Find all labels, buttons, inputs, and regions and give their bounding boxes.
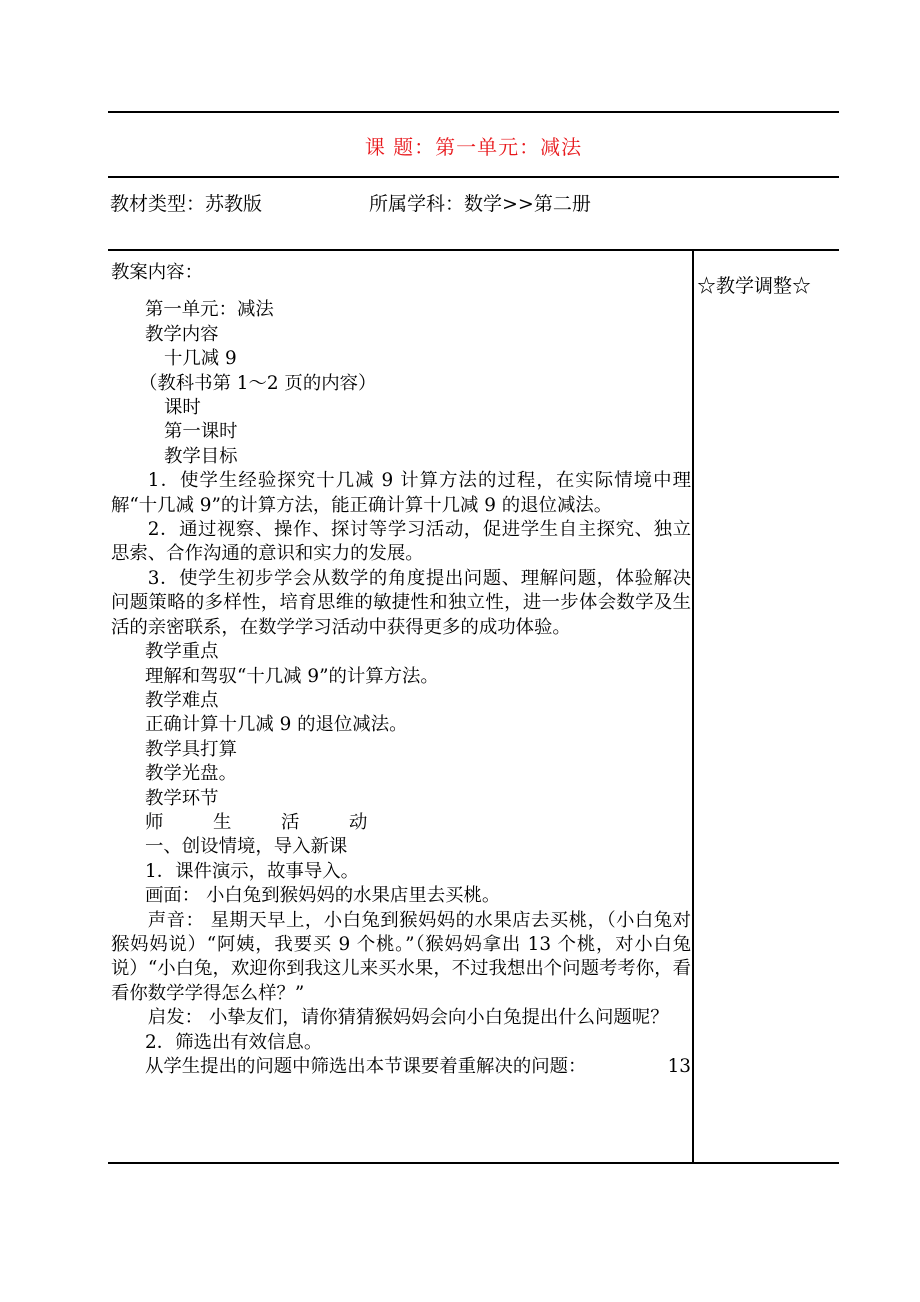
column-divider [692,249,694,1163]
role-action: 动 [349,811,368,833]
material-type: 教材类型：苏教版 [110,193,263,215]
difficulty: 正确计算十几减 9 的退位减法。 [145,714,408,736]
unit-name: 第一单元：减法 [145,299,274,321]
step-1: 1．课件演示，故事导入。 [145,860,359,882]
scene-description: 画面： 小白兔到猴妈妈的水果店里去买桃。 [145,885,501,907]
subject: 所属学科：数学>>第二册 [369,193,591,215]
teaching-adjustment-label: ☆教学调整☆ [697,275,812,297]
tools-label: 教学具打算 [145,738,237,760]
goal-3: 3．使学生初步学会从数学的角度提出问题、理解问题，体验解决问题策略的多样性，培育思维的敏捷性和独立性，进一步体会数学及生活的亲密联系，在数学学习活动中获得更多的成功体验。 [111,567,691,638]
lesson-plan-content [111,261,691,1079]
role-student: 生 [213,811,232,833]
goal-2: 2．通过视察、操作、探讨等学习活动，促进学生自主探究、独立思索、合作沟通的意识和实力的发展。 [111,519,691,565]
top-rule [108,111,839,113]
goal-1: 1．使学生经验探究十几减 9 计算方法的过程，在实际情境中理解“十几减 9”的计算方法，能正确计算十几减 9 的退位减法。 [111,470,691,516]
step-2: 2．筛选出有效信息。 [145,1031,323,1053]
lesson-title: 课 题：第一单元：减法 [364,135,583,159]
voice-script: 声音： 星期天早上，小白兔到猴妈妈的水果店去买桃，（小白兔对猴妈妈说）“阿姨，我要买 9 个桃。”（猴妈妈拿出 13 个桃，对小白兔说）“小白兔，欢迎你到我这儿来买水果，不过我想出个问题考考你，看看你数学学得怎么样？” [111,909,691,1004]
role-activity: 活 [281,811,300,833]
key-point-label: 教学重点 [145,641,219,663]
goals-label: 教学目标 [164,445,238,467]
table-top-rule [108,249,839,251]
filter-line [111,1055,691,1079]
lesson-topic: 十几减 9 [164,348,237,370]
process-label: 教学环节 [145,787,219,809]
difficulty-label: 教学难点 [145,689,219,711]
title-rule [108,176,839,178]
filter-number: 13 [667,1056,691,1077]
hint-text: 启发： 小挚友们，请你猜猜猴妈妈会向小白兔提出什么问题呢？ [147,1007,669,1029]
filter-text: 从学生提出的问题中筛选出本节课要着重解决的问题： [145,1056,587,1077]
key-point: 理解和驾驭“十几减 9”的计算方法。 [145,665,439,687]
content-heading: 教案内容： [111,262,203,283]
textbook-reference: （教科书第 1～2 页的内容） [139,372,377,394]
first-lesson: 第一课时 [164,421,238,443]
role-teacher: 师 [145,811,164,833]
tools: 教学光盘。 [145,763,237,785]
table-bottom-rule [108,1162,839,1164]
teaching-content-label: 教学内容 [145,323,219,345]
section-1-heading: 一、创设情境，导入新课 [145,836,348,858]
class-hours-label: 课时 [164,397,201,419]
activity-roles [111,811,691,835]
